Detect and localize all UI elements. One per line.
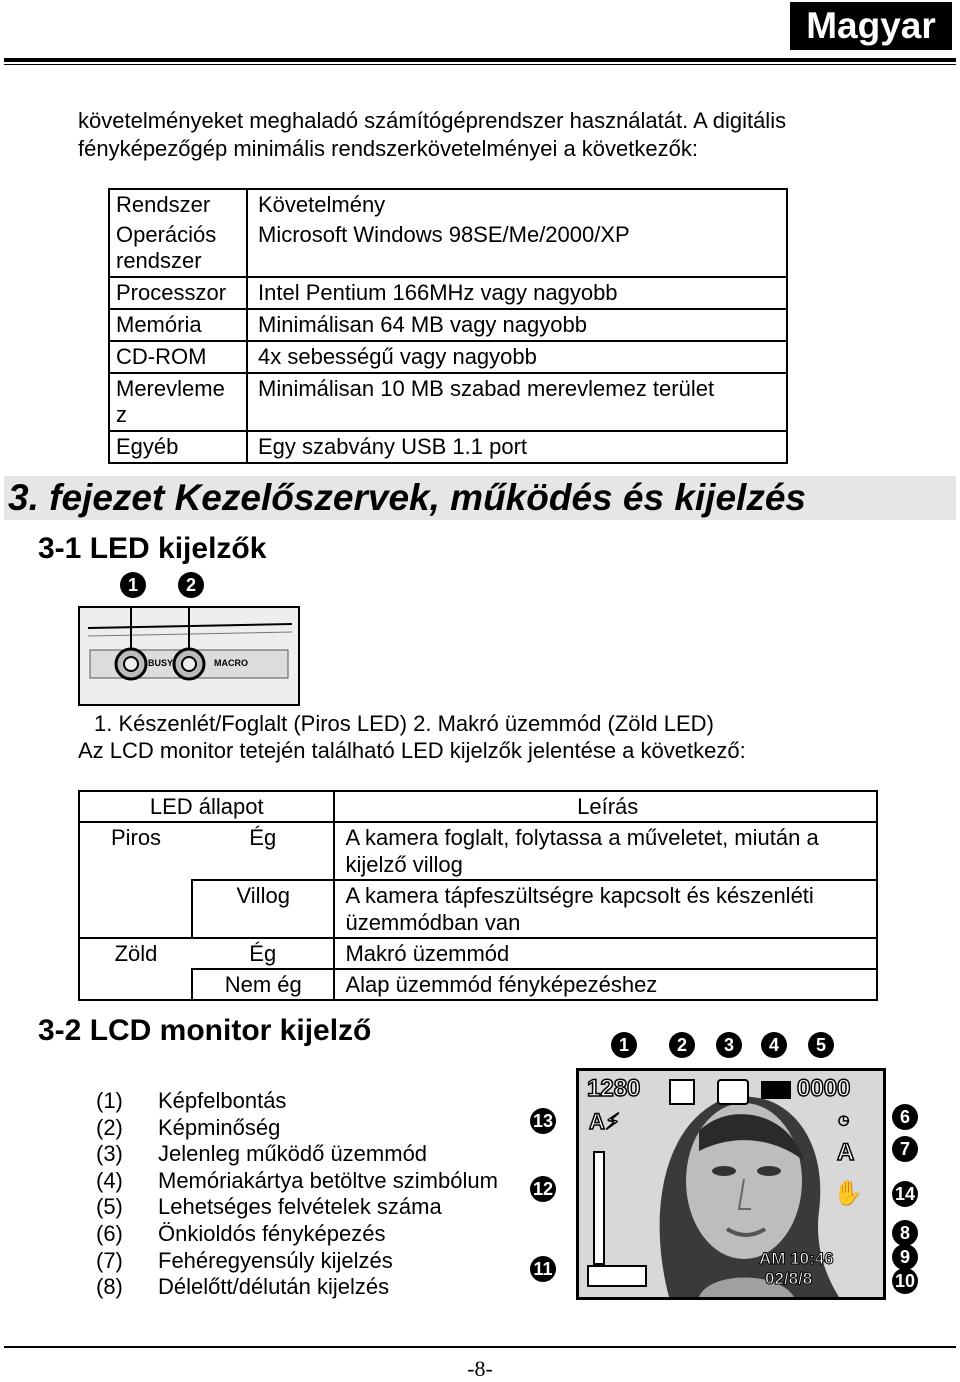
- quality-icon: [669, 1079, 695, 1105]
- table-header-row: [109, 189, 787, 220]
- row-name: Processzor: [109, 277, 247, 309]
- callout-5-icon: 5: [808, 1032, 834, 1058]
- stabilizer-hand-icon: ✋: [833, 1180, 863, 1207]
- callout-7-icon: 7: [892, 1136, 918, 1162]
- list-item: (7) Fehéregyensúly kijelzés: [96, 1247, 393, 1273]
- self-timer-icon: ◔: [837, 1107, 851, 1132]
- list-item: (6) Önkioldós fényképezés: [96, 1220, 386, 1246]
- callout-12-icon: 12: [530, 1176, 556, 1202]
- list-item: (3) Jelenleg működő üzemmód: [96, 1141, 428, 1167]
- chapter-title: 3. fejezet Kezelőszervek, működés és kijelzés: [8, 477, 806, 518]
- list-item: (2) Képminőség: [96, 1114, 281, 1140]
- led-color: Piros: [79, 822, 192, 880]
- table-header-row: [79, 791, 877, 822]
- led-color: Zöld: [79, 938, 192, 969]
- busy-label: BUSY: [148, 658, 174, 668]
- led-state: Nem ég: [192, 969, 334, 1000]
- callout-3-icon: 3: [716, 1032, 742, 1058]
- table-row: [79, 938, 877, 969]
- row-value: Intel Pentium 166MHz vagy nagyobb: [247, 277, 787, 309]
- header-rule-thin: [4, 64, 956, 65]
- table-row: [109, 220, 787, 277]
- footer-rule: [4, 1346, 956, 1348]
- header-description: Leírás: [334, 791, 877, 822]
- page-number: -8-: [467, 1356, 493, 1381]
- callout-1-icon: 1: [611, 1032, 637, 1058]
- intro-line-2: fényképezőgép minimális rendszerkövetelményei a következők:: [78, 136, 698, 161]
- led-color: [79, 880, 192, 938]
- led-color: [79, 969, 192, 1000]
- header-requirement: Követelmény: [247, 189, 787, 220]
- callout-1-icon: 1: [120, 572, 146, 598]
- led-state: Ég: [192, 822, 334, 880]
- intro-line-1: követelményeket meghaladó számítógéprendszer használatát. A digitális: [78, 108, 787, 133]
- header-rule: [4, 58, 956, 62]
- callout-11-icon: 11: [530, 1256, 556, 1282]
- row-name: CD-ROM: [109, 341, 247, 373]
- led-description: Alap üzemmód fényképezéshez: [334, 969, 877, 1000]
- row-value: Egy szabvány USB 1.1 port: [247, 431, 787, 463]
- row-value: 4x sebességű vagy nagyobb: [247, 341, 787, 373]
- macro-label: MACRO: [214, 658, 248, 668]
- table-row: [109, 341, 787, 373]
- header-led-state: LED állapot: [149, 794, 264, 819]
- battery-icon: [587, 1265, 647, 1287]
- table-row: [109, 431, 787, 463]
- row-name: Operációs rendszer: [116, 222, 217, 273]
- list-item: (5) Lehetséges felvételek száma: [96, 1194, 442, 1220]
- led-state: Villog: [192, 880, 334, 938]
- zoom-bar-icon: [593, 1151, 605, 1265]
- led-intro: Az LCD monitor tetején található LED kijelzők jelentése a következő:: [78, 738, 746, 763]
- shots-remaining-readout: 0000: [797, 1075, 851, 1102]
- row-name: Memória: [109, 309, 247, 341]
- callout-6-icon: 6: [892, 1104, 918, 1130]
- flash-icon: A⚡: [589, 1109, 621, 1134]
- white-balance-icon: A: [837, 1139, 855, 1166]
- date-readout: 02/8/8: [765, 1269, 813, 1288]
- led-description: A kamera foglalt, folytassa a műveletet, miután a kijelző villog: [334, 822, 877, 880]
- language-badge: Magyar: [790, 2, 952, 50]
- callout-2-icon: 2: [669, 1032, 695, 1058]
- list-item: (8) Délelőtt/délután kijelzés: [96, 1274, 390, 1300]
- row-name: Merevlemez: [109, 373, 247, 431]
- table-row: [109, 277, 787, 309]
- section-led-title: 3-1 LED kijelzők: [38, 532, 267, 565]
- list-item: (1) Képfelbontás: [96, 1088, 287, 1113]
- led-state: Ég: [192, 938, 334, 969]
- callout-14-icon: 14: [892, 1181, 918, 1207]
- callout-13-icon: 13: [530, 1108, 556, 1134]
- led-table: [78, 790, 878, 1001]
- callout-4-icon: 4: [761, 1032, 787, 1058]
- table-row: [79, 822, 877, 880]
- memory-card-icon: [761, 1081, 791, 1099]
- led-illustration: [78, 606, 300, 706]
- led-description: A kamera tápfeszültségre kapcsolt és készenléti üzemmódban van: [334, 880, 877, 938]
- row-value: Minimálisan 10 MB szabad merevlemez terület: [247, 373, 787, 431]
- list-item: (4) Memóriakártya betöltve szimbólum: [96, 1167, 498, 1193]
- row-name: Egyéb: [109, 431, 247, 463]
- table-row: [79, 880, 877, 938]
- callout-9-icon: 9: [892, 1244, 918, 1270]
- callout-2-icon: 2: [178, 572, 204, 598]
- resolution-readout: 1280: [587, 1075, 641, 1102]
- camera-top-drawing: [78, 606, 300, 706]
- table-row: [79, 969, 877, 1000]
- led-caption: 1. Készenlét/Foglalt (Piros LED) 2. Makró üzemmód (Zöld LED): [94, 711, 714, 736]
- requirements-table: [108, 188, 788, 464]
- time-readout: AM 10:46: [759, 1249, 834, 1268]
- callout-10-icon: 10: [892, 1268, 918, 1294]
- callout-8-icon: 8: [892, 1220, 918, 1246]
- lcd-item-list: [96, 1088, 498, 1301]
- row-value: Microsoft Windows 98SE/Me/2000/XP: [247, 220, 787, 277]
- section-lcd-title: 3-2 LCD monitor kijelző: [38, 1014, 372, 1047]
- table-row: [109, 373, 787, 431]
- table-row: [109, 309, 787, 341]
- camera-mode-icon: [717, 1079, 749, 1105]
- row-value: Minimálisan 64 MB vagy nagyobb: [247, 309, 787, 341]
- header-system: Rendszer: [116, 192, 211, 217]
- lcd-screen-illustration: [576, 1068, 886, 1300]
- led-description: Makró üzemmód: [334, 938, 877, 969]
